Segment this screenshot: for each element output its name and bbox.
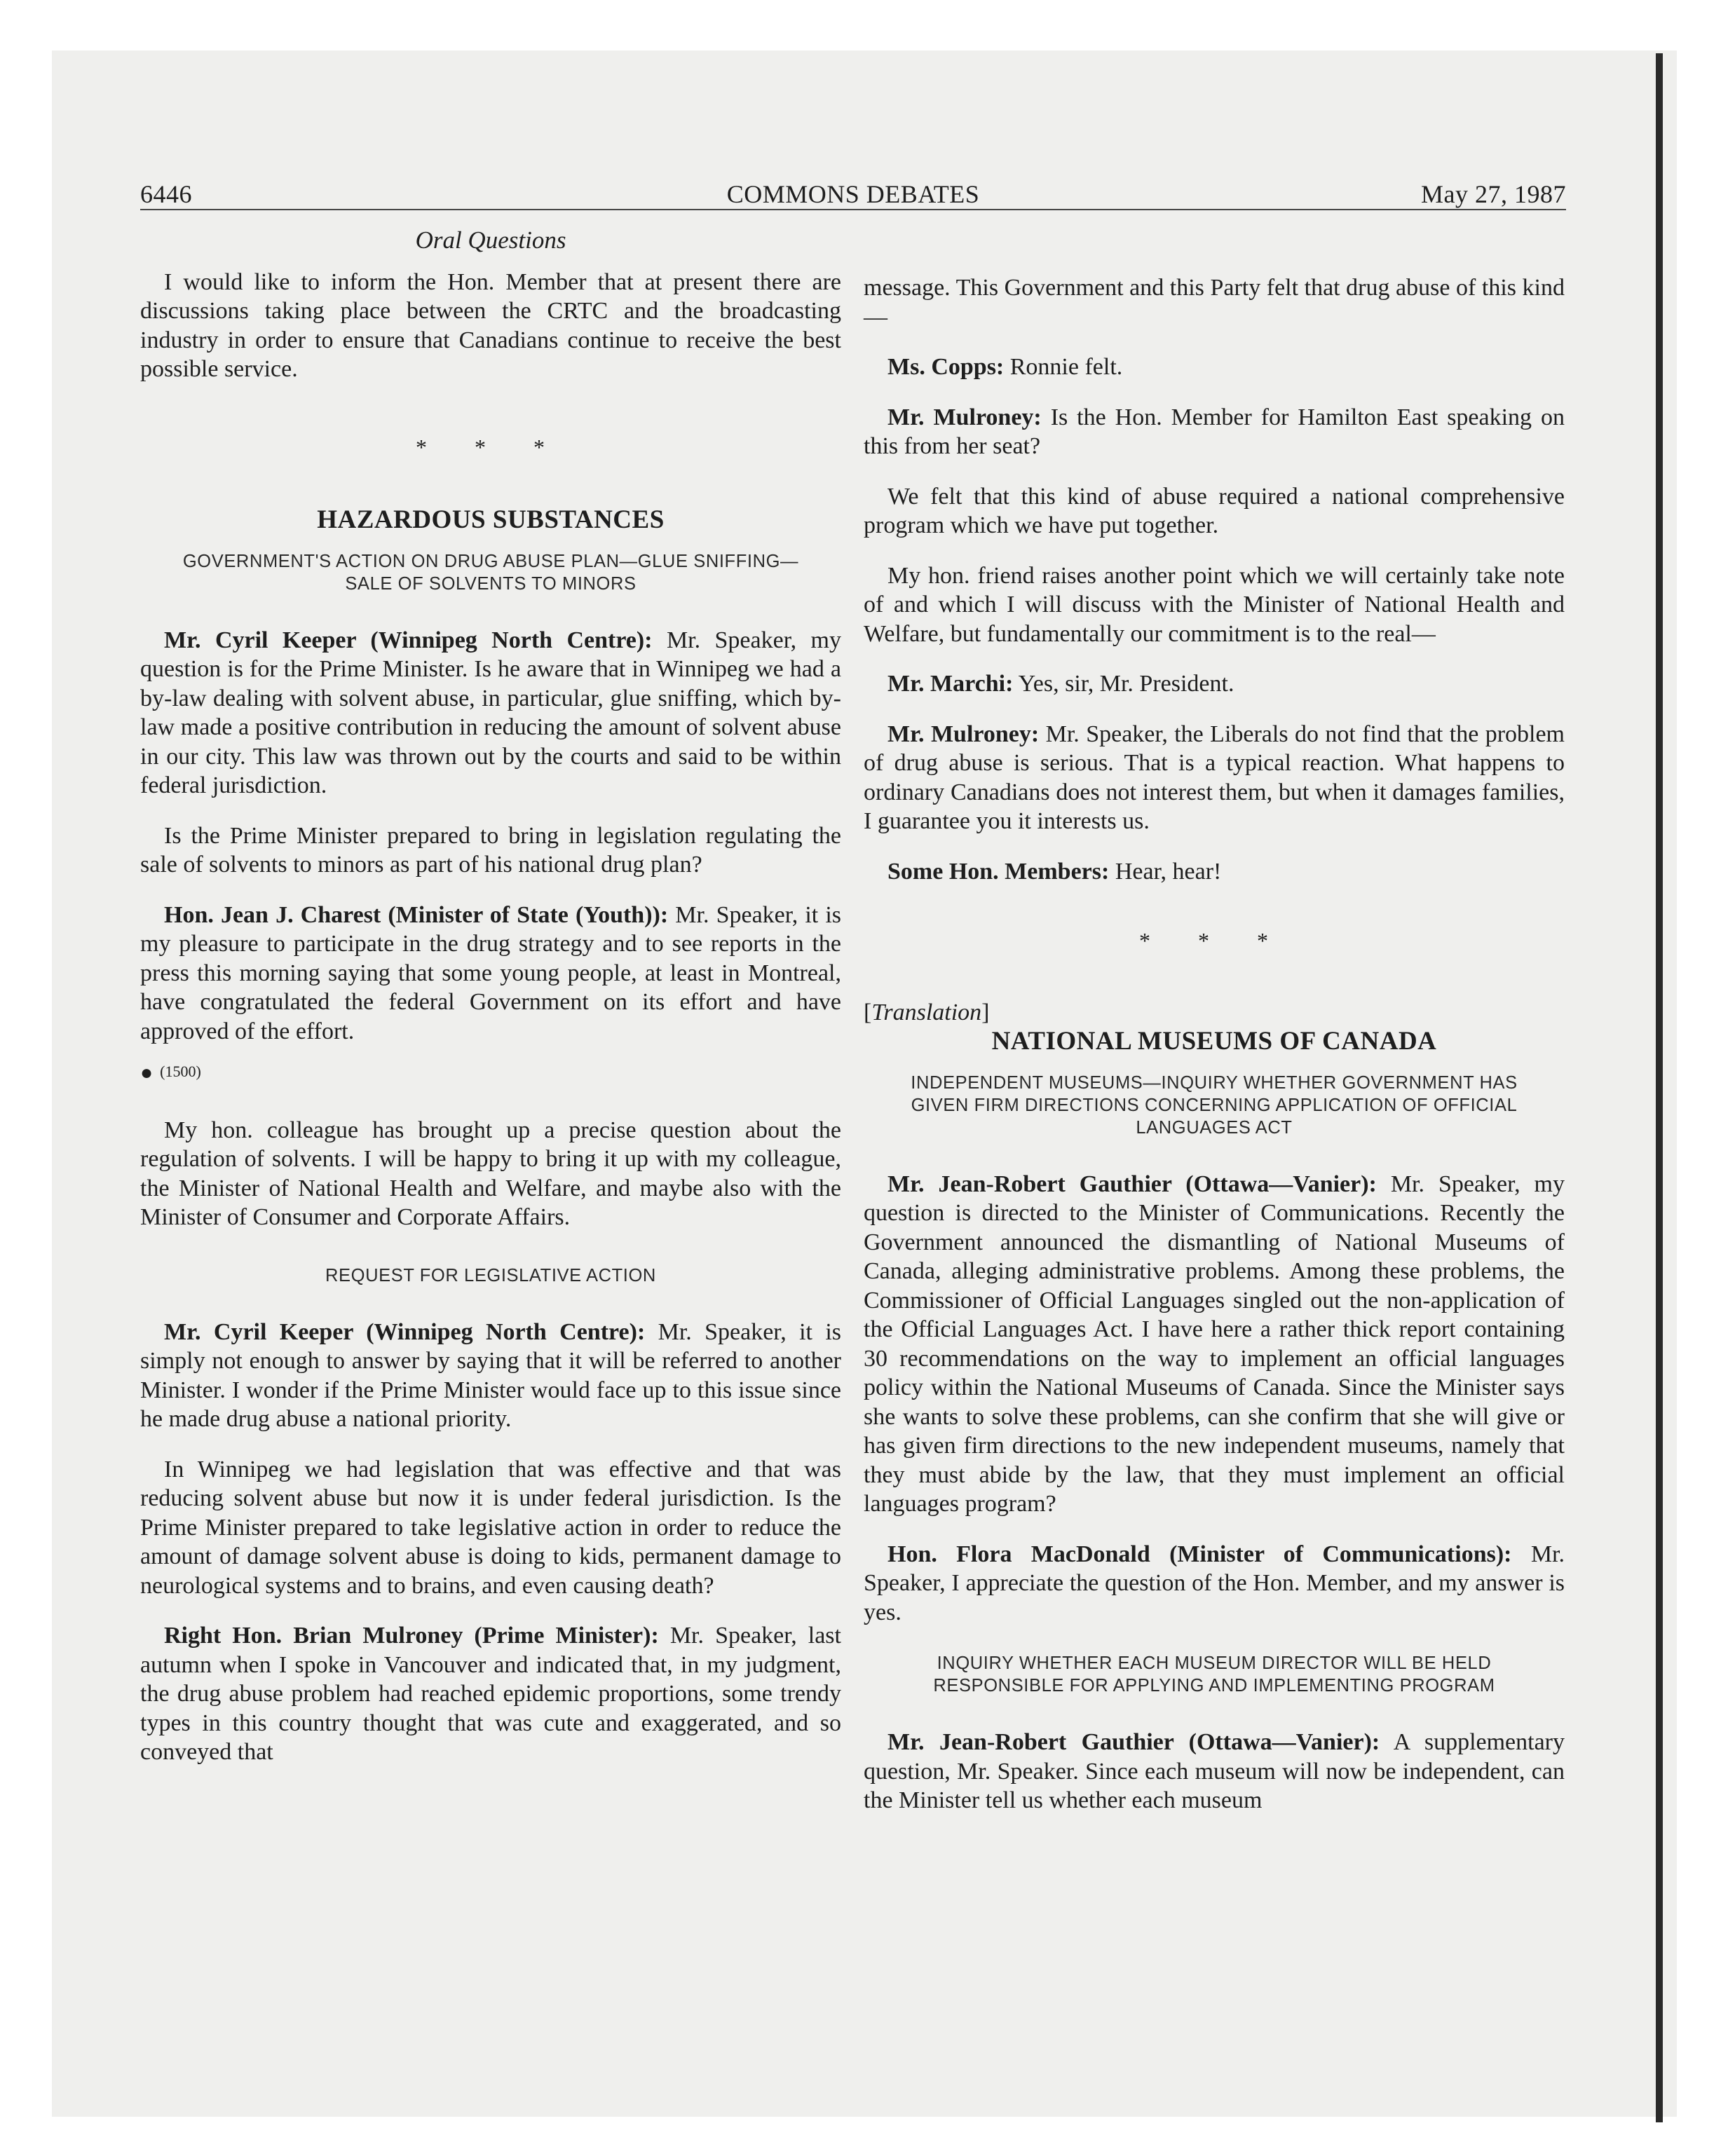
subheading: INDEPENDENT MUSEUMS—INQUIRY WHETHER GOVERNMENT HAS GIVEN FIRM DIRECTIONS CONCERNING APPLICATION OF OFFICIAL LANGUAGES ACT bbox=[911, 1072, 1518, 1138]
speech-text: Mr. Speaker, the Liberals do not find that the problem of drug abuse is serious. That is a typical reaction. What happens to ordinary Canadians does not interest them, but when it damages families, I guarantee you it interests us. bbox=[864, 721, 1565, 834]
translation-note: [Translation] bbox=[864, 999, 990, 1025]
section-heading: HAZARDOUS SUBSTANCES bbox=[317, 505, 665, 534]
paragraph: Is the Prime Minister prepared to bring in legislation regulating the sale of solvents to minors as part of his national drug plan? bbox=[140, 822, 841, 878]
speaker-name: Mr. Mulroney: bbox=[887, 404, 1042, 430]
speech-text: Ronnie felt. bbox=[1004, 354, 1123, 380]
speech-text: Is the Hon. Member for Hamilton East speaking on this from her seat? bbox=[864, 404, 1565, 459]
paragraph: My hon. colleague has brought up a precise question about the regulation of solvents. I will be happy to bring it up with my colleague, the Minister of National Health and Welfare, and maybe also with the Minister of Consumer and Corporate Affairs. bbox=[140, 1117, 841, 1231]
speech-text: Mr. Speaker, my question is directed to the Minister of Communications. Recently the Government announced the dismantling of National Museums of Canada, alleging administrative problems. Among these problems, the Commissioner of Official Languages singled out the non-application of the Official Languages Act. I have here a rather thick report containing 30 recommendations on the way to implement an official languages policy within the National Museums of Canada. Since the Minister says she wants to solve these problems, can she confirm that she will give or has given firm directions to the new independent museums, namely that they must abide by the law, that they must implement an official languages program? bbox=[864, 1171, 1565, 1517]
speech bbox=[864, 1170, 1565, 1519]
speaker-name: Right Hon. Brian Mulroney (Prime Minister): bbox=[164, 1623, 659, 1649]
speech bbox=[140, 626, 841, 800]
subheading: INQUIRY WHETHER EACH MUSEUM DIRECTOR WILL BE HELD RESPONSIBLE FOR APPLYING AND IMPLEMENTING PROGRAM bbox=[933, 1653, 1495, 1696]
timestamp bbox=[140, 1057, 841, 1088]
speaker-name: Mr. Jean-Robert Gauthier (Ottawa—Vanier): bbox=[887, 1729, 1380, 1755]
speech bbox=[864, 720, 1565, 836]
speech bbox=[140, 1621, 841, 1767]
section-separator: * * * bbox=[416, 434, 566, 460]
publication-date: May 27, 1987 bbox=[1421, 180, 1566, 208]
paragraph: My hon. friend raises another point which we will certainly take note of and which I will discuss with the Minister of National Health and Welfare, but fundamentally our commitment is to the real— bbox=[864, 562, 1565, 647]
speaker-name: Mr. Cyril Keeper (Winnipeg North Centre): bbox=[164, 627, 653, 653]
bullet-icon: ● bbox=[140, 1061, 154, 1085]
speech-text: Hear, hear! bbox=[1109, 858, 1222, 885]
section-heading: NATIONAL MUSEUMS OF CANADA bbox=[991, 1027, 1437, 1056]
scan-edge-bar bbox=[1656, 53, 1663, 2122]
speech bbox=[864, 857, 1565, 887]
speaker-name: Hon. Flora MacDonald (Minister of Communications): bbox=[887, 1541, 1512, 1567]
speech bbox=[140, 1318, 841, 1434]
publication-title: COMMONS DEBATES bbox=[726, 180, 980, 208]
speech-text: Yes, sir, Mr. President. bbox=[1013, 671, 1234, 697]
speech-text: Mr. Speaker, my question is for the Prime Minister. Is he aware that in Winnipeg we had a by-law dealing with solvent abuse, in particular, glue sniffing, which by-law made a positive contribution in reducing the amount of solvent abuse in our city. This law was thrown out by the courts and said to be within federal jurisdiction. bbox=[140, 627, 841, 798]
paragraph: We felt that this kind of abuse required a national comprehensive program which we have put together. bbox=[864, 483, 1565, 538]
speech-text: Mr. Speaker, it is simply not enough to answer by saying that it will be referred to another Minister. I wonder if the Prime Minister would face up to this issue since he made drug abuse a national priority. bbox=[140, 1318, 841, 1433]
speaker-name: Ms. Copps: bbox=[887, 354, 1005, 380]
right-column bbox=[864, 273, 1565, 1815]
subheading: GOVERNMENT'S ACTION ON DRUG ABUSE PLAN—GLUE SNIFFING—SALE OF SOLVENTS TO MINORS bbox=[182, 551, 799, 594]
speaker-name: Mr. Mulroney: bbox=[887, 721, 1040, 747]
speaker-name: Mr. Marchi: bbox=[887, 671, 1014, 697]
subheading: REQUEST FOR LEGISLATIVE ACTION bbox=[325, 1265, 656, 1285]
speech bbox=[864, 1540, 1565, 1628]
speaker-name: Mr. Jean-Robert Gauthier (Ottawa—Vanier): bbox=[887, 1171, 1377, 1197]
header-rule bbox=[140, 209, 1566, 210]
speaker-name: Hon. Jean J. Charest (Minister of State (Youth)): bbox=[164, 901, 669, 928]
page-number: 6446 bbox=[140, 180, 192, 208]
speaker-name: Some Hon. Members: bbox=[887, 858, 1110, 885]
speech-text: Mr. Speaker, I appreciate the question of the Hon. Member, and my answer is yes. bbox=[864, 1541, 1565, 1625]
speech bbox=[864, 1728, 1565, 1815]
speech-text: Mr. Speaker, last autumn when I spoke in Vancouver and indicated that, in my judgment, the drug abuse problem had reached epidemic proportions, some trendy types in this country thought that was cute and exaggerated, and so conveyed that bbox=[140, 1623, 841, 1766]
left-column bbox=[140, 226, 841, 1767]
speech bbox=[140, 901, 841, 1046]
paragraph: I would like to inform the Hon. Member that at present there are discussions taking place between the CRTC and the broadcasting industry in order to ensure that Canadians continue to receive the best possible service. bbox=[140, 268, 841, 382]
section-separator: * * * bbox=[1139, 928, 1289, 953]
speech bbox=[864, 353, 1565, 382]
speech bbox=[864, 669, 1565, 699]
paragraph: In Winnipeg we had legislation that was effective and that was reducing solvent abuse but now it is under federal jurisdiction. Is the Prime Minister prepared to take legislative action in order to reduce the amount of damage solvent abuse is doing to kids, permanent damage to neurological systems and to brains, and even causing death? bbox=[140, 1456, 841, 1599]
running-head: Oral Questions bbox=[415, 226, 566, 254]
translation-label: Translation bbox=[871, 999, 982, 1025]
speaker-name: Mr. Cyril Keeper (Winnipeg North Centre): bbox=[164, 1318, 646, 1345]
paragraph: message. This Government and this Party felt that drug abuse of this kind— bbox=[864, 275, 1565, 330]
speech-text: A supplementary question, Mr. Speaker. Since each museum will now be independent, can the Minister tell us whether each museum bbox=[864, 1729, 1565, 1813]
timestamp-text: (1500) bbox=[160, 1063, 201, 1080]
speech-text: Mr. Speaker, it is my pleasure to participate in the drug strategy and to see reports in the press this morning saying that some young people, at least in Montreal, have congratulated the federal Government on its effort and have approved of the effort. bbox=[140, 901, 841, 1044]
speech bbox=[864, 403, 1565, 461]
